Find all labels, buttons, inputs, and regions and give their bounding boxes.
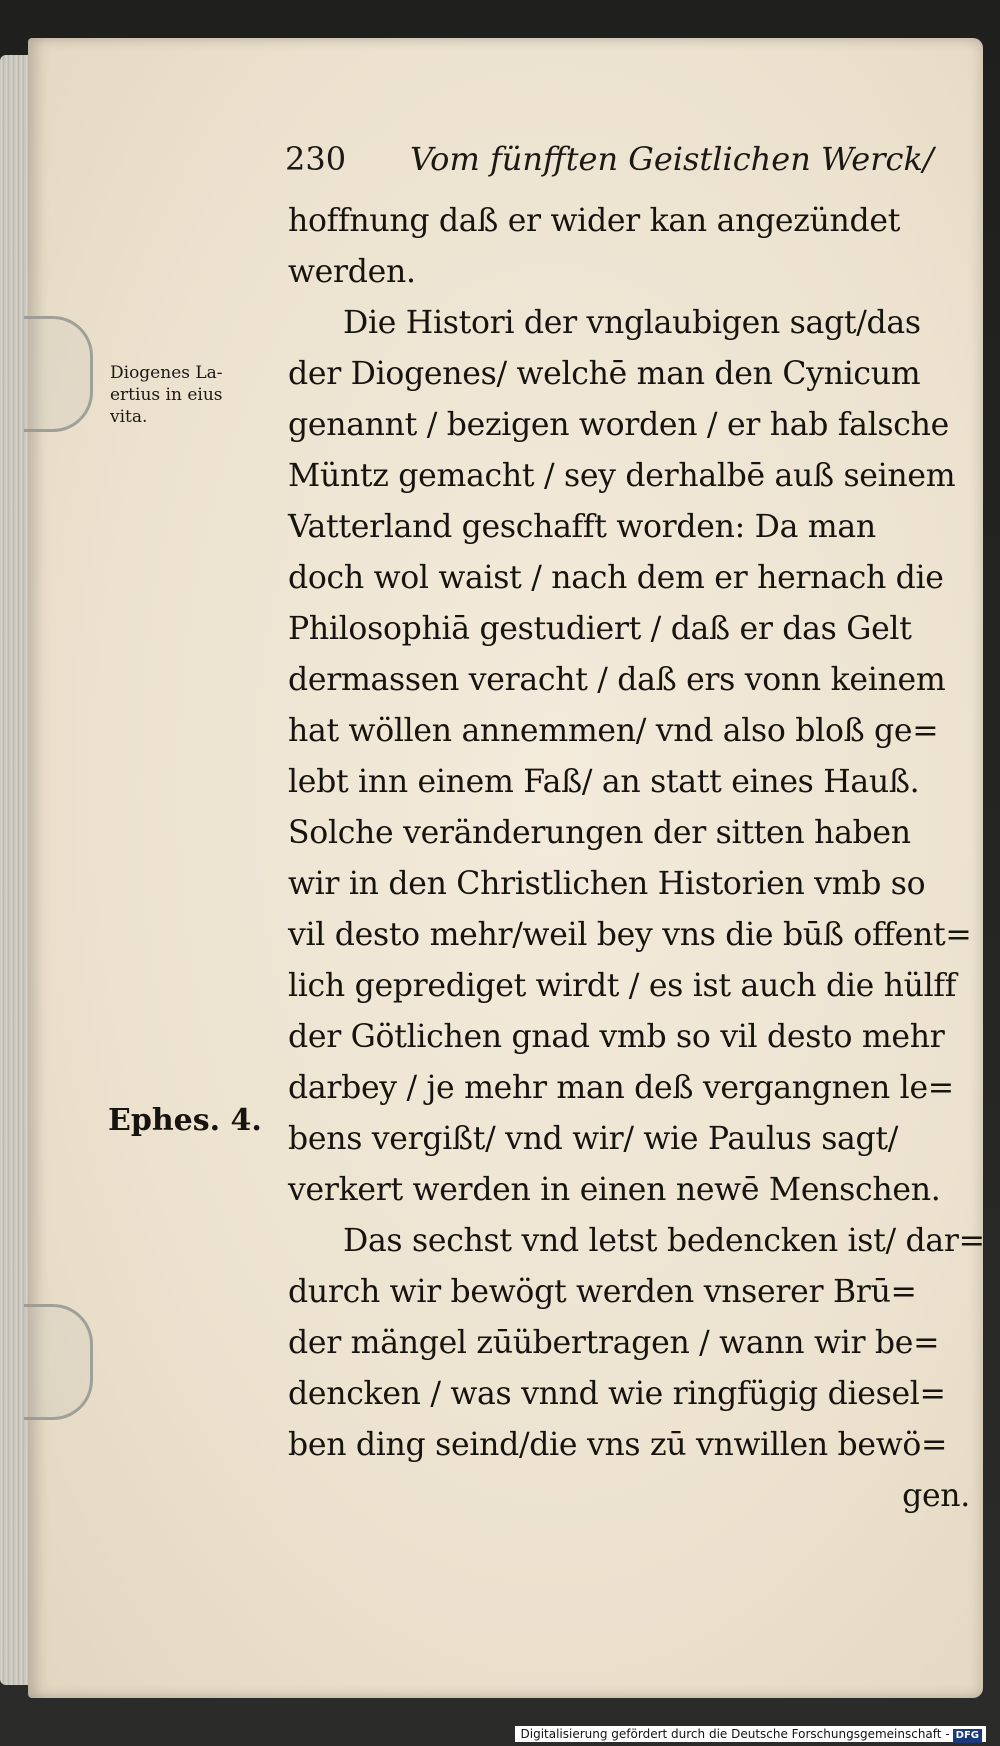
text-line: Müntz gemacht / sey derhalbē auß seinem [288,458,956,494]
text-line: Vatterland geschafft worden: Da man [288,509,876,545]
body-text [288,196,988,1522]
page-header [285,140,975,194]
margin-note-line: Diogenes La- [110,363,223,383]
page-clip-top [24,316,93,432]
text-line: Philosophiā gestudiert / daß er das Gelt [288,611,912,647]
text-line: lebt inn einem Faß/ an statt eines Hauß. [288,764,920,800]
text-line: gen. [902,1478,970,1514]
text-line: hat wöllen annemmen/ vnd also bloß ge= [288,713,939,749]
margin-note-line: vita. [110,407,148,427]
text-line: Solche veränderungen der sitten haben [288,815,911,851]
text-line: Das sechst vnd letst bedencken ist/ dar= [343,1223,985,1259]
text-line: dencken / was vnnd wie ringfügig diesel= [288,1376,946,1412]
text-line: wir in den Christlichen Historien vmb so [288,866,926,902]
text-line: Die Histori der vnglaubigen sagt/das [343,305,921,341]
dfg-logo: DFG [953,1729,982,1743]
text-line: ben ding seind/die vns zū vnwillen bewö= [288,1427,948,1463]
page-clip-bottom [24,1304,93,1420]
text-line: dermassen veracht / daß ers vonn keinem [288,662,946,698]
margin-reference-ephesians: Ephes. 4. [108,1103,262,1138]
running-title: Vom fünfften Geistlichen Werck/ [410,140,934,178]
text-line: vil desto mehr/weil bey vns die būß offent= [288,917,972,953]
digitization-footer [515,1726,987,1742]
text-line: hoffnung daß er wider kan angezündet [288,203,901,239]
text-line: durch wir bewögt werden vnserer Brū= [288,1274,917,1310]
footer-text: Digitalisierung gefördert durch die Deutsche Forschungsgemeinschaft - [520,1727,950,1741]
text-line: verkert werden in einen newē Menschen. [288,1172,941,1208]
text-line: genannt / bezigen worden / er hab falsche [288,407,949,443]
text-line: doch wol waist / nach dem er hernach die [288,560,944,596]
text-line: bens vergißt/ vnd wir/ wie Paulus sagt/ [288,1121,899,1157]
text-line: lich geprediget wirdt / es ist auch die hülff [288,968,957,1004]
margin-note-line: ertius in eius [110,385,223,405]
text-line: der mängel zūübertragen / wann wir be= [288,1325,940,1361]
text-line: darbey / je mehr man deß vergangnen le= [288,1070,954,1106]
text-line: der Götlichen gnad vmb so vil desto mehr [288,1019,945,1055]
text-line: werden. [288,254,416,290]
text-line: der Diogenes/ welchē man den Cynicum [288,356,921,392]
margin-note-citation [110,362,290,428]
page-number: 230 [285,140,347,178]
